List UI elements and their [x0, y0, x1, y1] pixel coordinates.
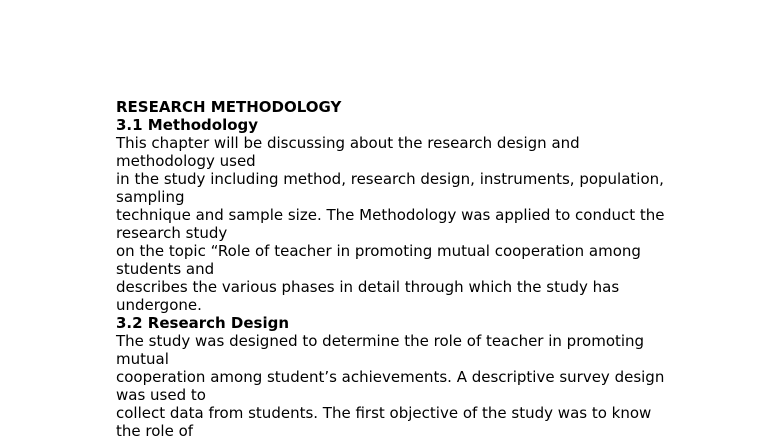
- section-heading-methodology: 3.1 Methodology: [116, 116, 259, 134]
- paragraph-line: technique and sample size. The Methodology was applied to conduct the: [116, 206, 665, 224]
- section-heading-research-design: 3.2 Research Design: [116, 314, 290, 332]
- paragraph-line: sampling: [116, 188, 185, 206]
- document-body: [116, 98, 716, 440]
- paragraph-line: in the study including method, research design, instruments, population,: [116, 170, 664, 188]
- paragraph-line: The study was designed to determine the role of teacher in promoting: [116, 332, 645, 350]
- paragraph-line: This chapter will be discussing about the research design and: [116, 134, 580, 152]
- chapter-heading: RESEARCH METHODOLOGY: [116, 98, 342, 116]
- paragraph-line: collect data from students. The first objective of the study was to know: [116, 404, 652, 422]
- paragraph-line: undergone.: [116, 296, 202, 314]
- paragraph-line: research study: [116, 224, 228, 242]
- paragraph-line: methodology used: [116, 152, 256, 170]
- paragraph-line: was used to: [116, 386, 206, 404]
- paragraph-line: on the topic “Role of teacher in promoting mutual cooperation among: [116, 242, 641, 260]
- paragraph-line: mutual: [116, 350, 169, 368]
- paragraph-line: describes the various phases in detail through which the study has: [116, 278, 620, 296]
- paragraph-line: the role of: [116, 422, 194, 440]
- paragraph-line: students and: [116, 260, 215, 278]
- paragraph-line: cooperation among student’s achievements. A descriptive survey design: [116, 368, 665, 386]
